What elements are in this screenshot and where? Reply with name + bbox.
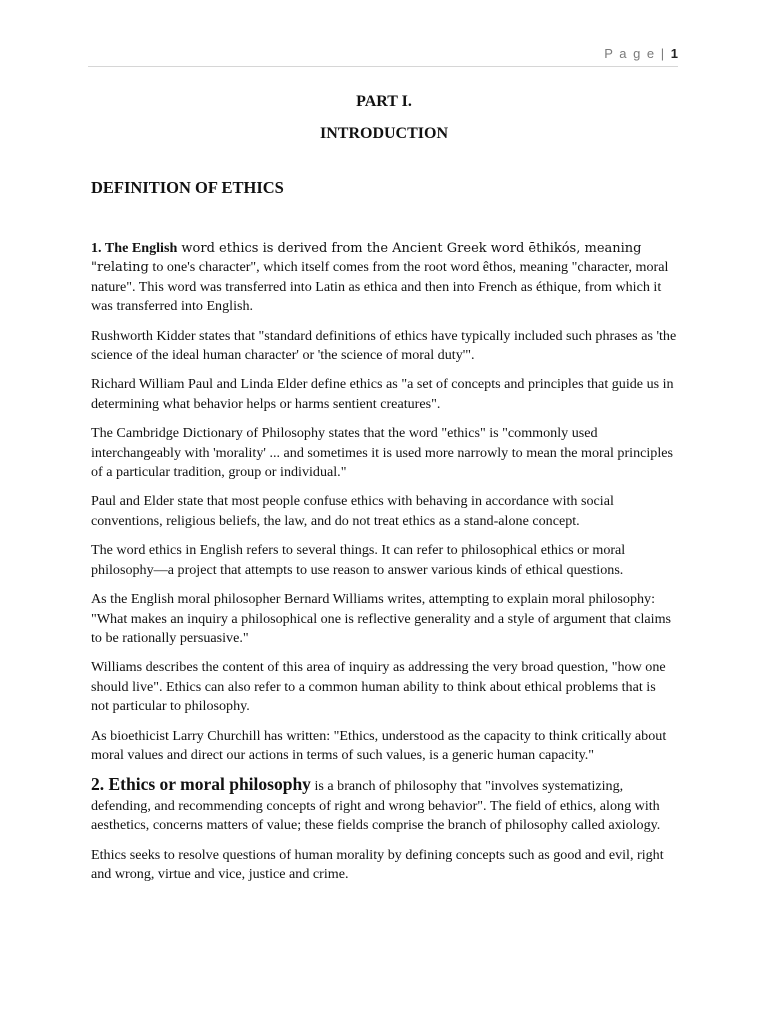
document-body (91, 92, 677, 894)
paragraph-greek-text: word ethics is derived from the Ancient Greek word ēthikós, meaning "relating (91, 241, 642, 276)
paragraph-cambridge: The Cambridge Dictionary of Philosophy states that the word "ethics" is "commonly used interchangeably with 'morality' ... and sometimes it is used more narrowly to mean the moral principles of a particular tradition, group or individual." (91, 425, 673, 481)
paragraph-kidder: Rushworth Kidder states that "standard definitions of ethics have typically included such phrases as 'the science of the ideal human character' or 'the science of moral duty'". (91, 327, 677, 364)
paragraph-williams-content: Williams describes the content of this area of inquiry as addressing the very broad question, "how one should live". Ethics can also refer to a common human ability to think about ethical problems that is not particular to philosophy. (91, 659, 666, 715)
paragraph-lead: 1. The English (91, 240, 178, 256)
part-title: PART I. (356, 93, 412, 110)
page-label: P a g e | (604, 46, 666, 61)
introduction-title: INTRODUCTION (319, 125, 448, 142)
paragraph-confusion: Paul and Elder state that most people confuse ethics with behaving in accordance with social conventions, religious beliefs, the law, and do not treat ethics as a stand-alone concept. (91, 493, 614, 529)
paragraph-lead: 2. Ethics or moral philosophy (91, 774, 311, 795)
paragraph-morality-questions: Ethics seeks to resolve questions of human morality by defining concepts such as good and evil, right and wrong, virtue and vice, justice and crime. (91, 846, 664, 882)
section-heading: DEFINITION OF ETHICS (91, 178, 284, 197)
paragraph-etymology (91, 239, 677, 317)
page-header (604, 46, 678, 61)
paragraph-text: to one's character", which itself comes from the root word êthos, meaning "character, moral nature". This word was transferred into Latin as ethica and then into French as éthique, from which it was transferred into English. (91, 259, 669, 315)
page-number: 1 (670, 46, 678, 61)
paragraph-word-ethics: The word ethics in English refers to several things. It can refer to philosophical ethics or moral philosophy—a project that attempts to use reason to answer various kinds of ethical questions. (91, 542, 626, 578)
paragraph-churchill: As bioethicist Larry Churchill has written: "Ethics, understood as the capacity to think critically about moral values and direct our actions in terms of such values, is a generic human capacity." (91, 727, 667, 763)
paragraph-text: is a branch of philosophy that "involves systematizing, defending, and recommending concepts of right and wrong behavior". The field of ethics, along with aesthetics, concerns matters of value; these fields comprise the branch of philosophy called axiology. (91, 778, 661, 834)
header-divider (88, 66, 678, 67)
paragraph-paul-elder: Richard William Paul and Linda Elder define ethics as "a set of concepts and principles that guide us in determining what behavior helps or harms sentient creatures". (91, 376, 674, 412)
paragraph-moral-philosophy (91, 775, 677, 835)
paragraph-williams-quote: As the English moral philosopher Bernard Williams writes, attempting to explain moral philosophy: "What makes an inquiry a philosophical one is reflective generality and a style of argument that claims to be rationally persuasive." (91, 591, 672, 646)
